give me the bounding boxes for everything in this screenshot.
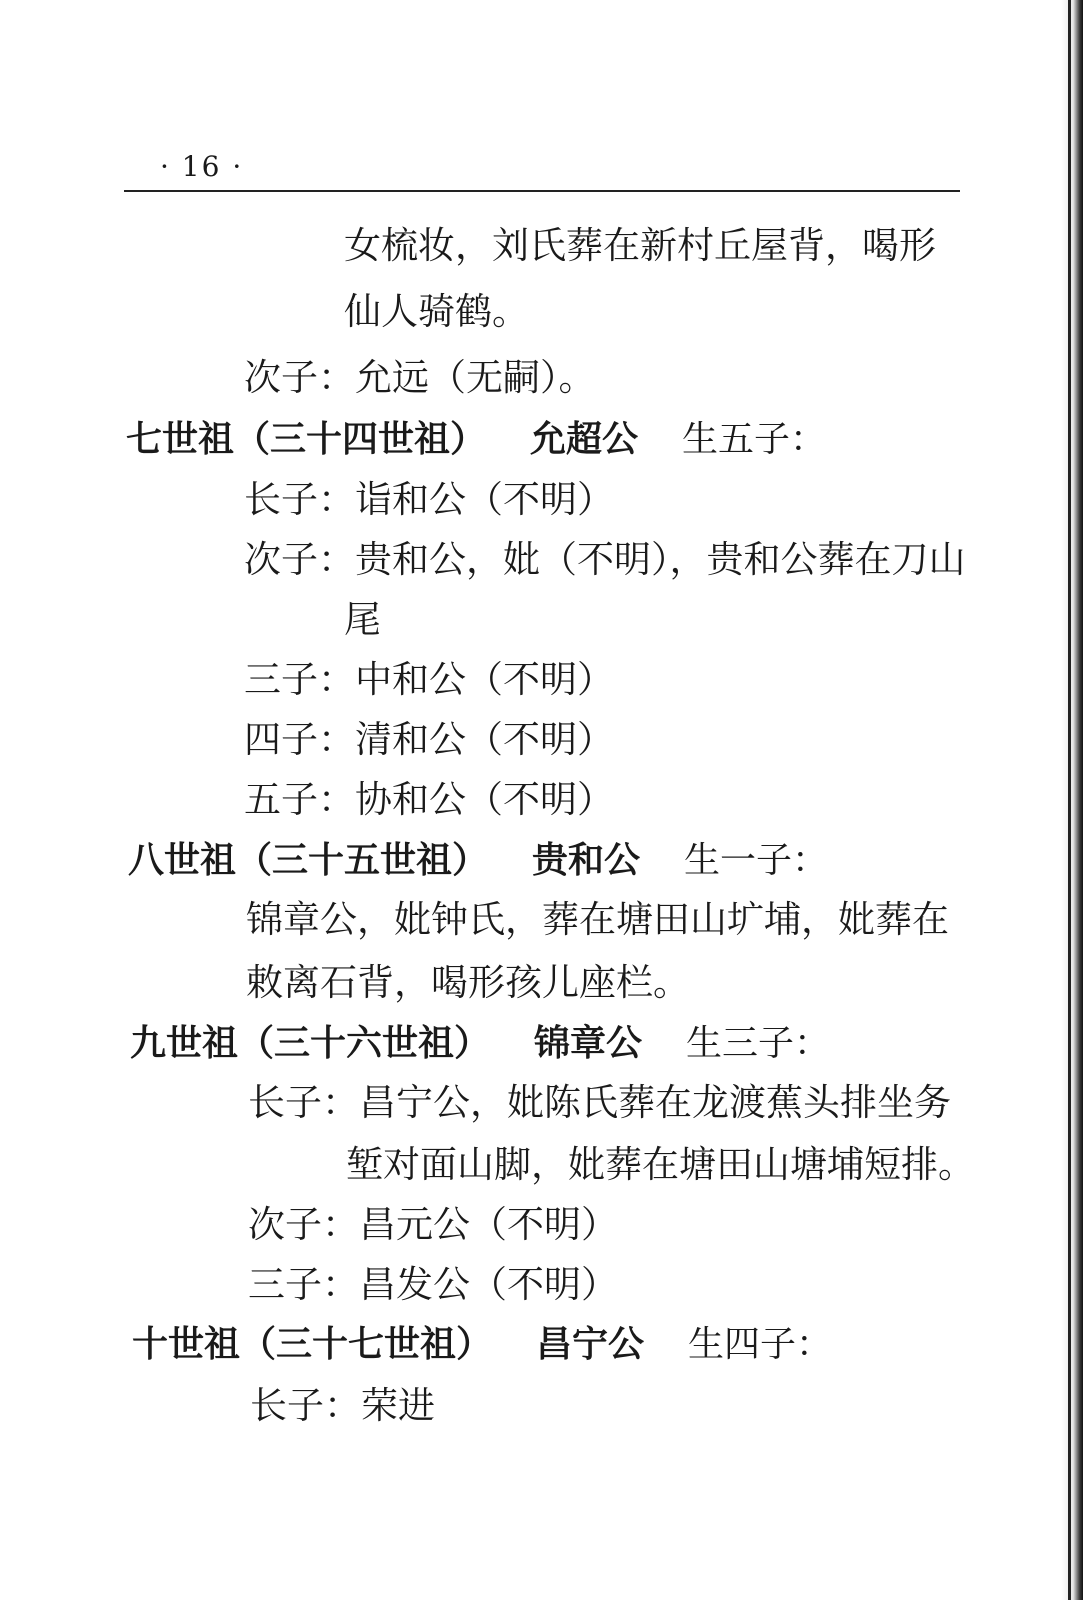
sons-count: 生四子： — [688, 1324, 833, 1365]
sons-count: 生一子： — [684, 840, 829, 881]
sons-count: 生五子： — [682, 419, 827, 460]
text-line: 敕离石背，喝形孩儿座栏。 — [246, 961, 690, 1004]
son-text: 昌发公（不明） — [359, 1263, 618, 1306]
page-number: · 16 · — [160, 150, 244, 183]
text-line — [250, 1383, 435, 1429]
son-label: 三子： — [248, 1263, 359, 1306]
text-line — [244, 777, 614, 823]
generation-title: 七世祖（三十四世祖） — [126, 419, 487, 460]
text-line: 堑对面山脚，妣葬在塘田山塘埔短排。 — [346, 1143, 975, 1186]
text-line — [244, 355, 596, 401]
son-label: 五子： — [244, 778, 355, 821]
text-line — [244, 537, 966, 583]
text-line — [244, 477, 614, 523]
text-line — [244, 717, 614, 763]
ancestor-name: 贵和公 — [532, 840, 641, 881]
son-text: 荣进 — [361, 1384, 435, 1427]
son-text: 清和公（不明） — [355, 718, 614, 761]
page-edge-shadow — [1061, 0, 1083, 1600]
text-line — [248, 1080, 951, 1126]
son-label: 四子： — [244, 718, 355, 761]
son-text: 昌宁公，妣陈氏葬在龙渡蕉头排坐务 — [359, 1081, 951, 1124]
text-line: 尾 — [344, 598, 381, 641]
son-label: 次子： — [248, 1203, 359, 1246]
son-label: 长子： — [248, 1081, 359, 1124]
text-line: 女梳妆，刘氏葬在新村丘屋背，喝形 — [344, 224, 936, 267]
ancestor-name: 允超公 — [530, 419, 639, 460]
son-label: 长子： — [244, 478, 355, 521]
son-label: 次子： — [244, 356, 355, 399]
generation-heading — [130, 1021, 830, 1067]
son-label: 长子： — [250, 1384, 361, 1427]
son-text: 允远（无嗣）。 — [355, 356, 596, 399]
page-edge-line — [1068, 0, 1071, 1600]
generation-title: 九世祖（三十六世祖） — [130, 1023, 491, 1064]
son-text: 诣和公（不明） — [355, 478, 614, 521]
ancestor-name: 昌宁公 — [536, 1324, 645, 1365]
ancestor-name: 锦章公 — [534, 1023, 643, 1064]
text-line — [244, 657, 614, 703]
text-line — [248, 1202, 618, 1248]
son-text: 中和公（不明） — [355, 658, 614, 701]
son-label: 三子： — [244, 658, 355, 701]
text-line: 仙人骑鹤。 — [344, 290, 529, 333]
son-text: 昌元公（不明） — [359, 1203, 618, 1246]
sons-count: 生三子： — [686, 1023, 831, 1064]
header-rule — [124, 190, 960, 192]
generation-title: 十世祖（三十七世祖） — [132, 1324, 493, 1365]
text-line: 锦章公，妣钟氏，葬在塘田山圹埔，妣葬在 — [246, 898, 949, 941]
generation-title: 八世祖（三十五世祖） — [128, 840, 489, 881]
son-text: 贵和公，妣（不明），贵和公葬在刀山 — [355, 538, 966, 581]
son-text: 协和公（不明） — [355, 778, 614, 821]
generation-heading — [132, 1322, 832, 1368]
generation-heading — [126, 417, 826, 463]
text-line — [248, 1262, 618, 1308]
generation-heading — [128, 838, 828, 884]
son-label: 次子： — [244, 538, 355, 581]
